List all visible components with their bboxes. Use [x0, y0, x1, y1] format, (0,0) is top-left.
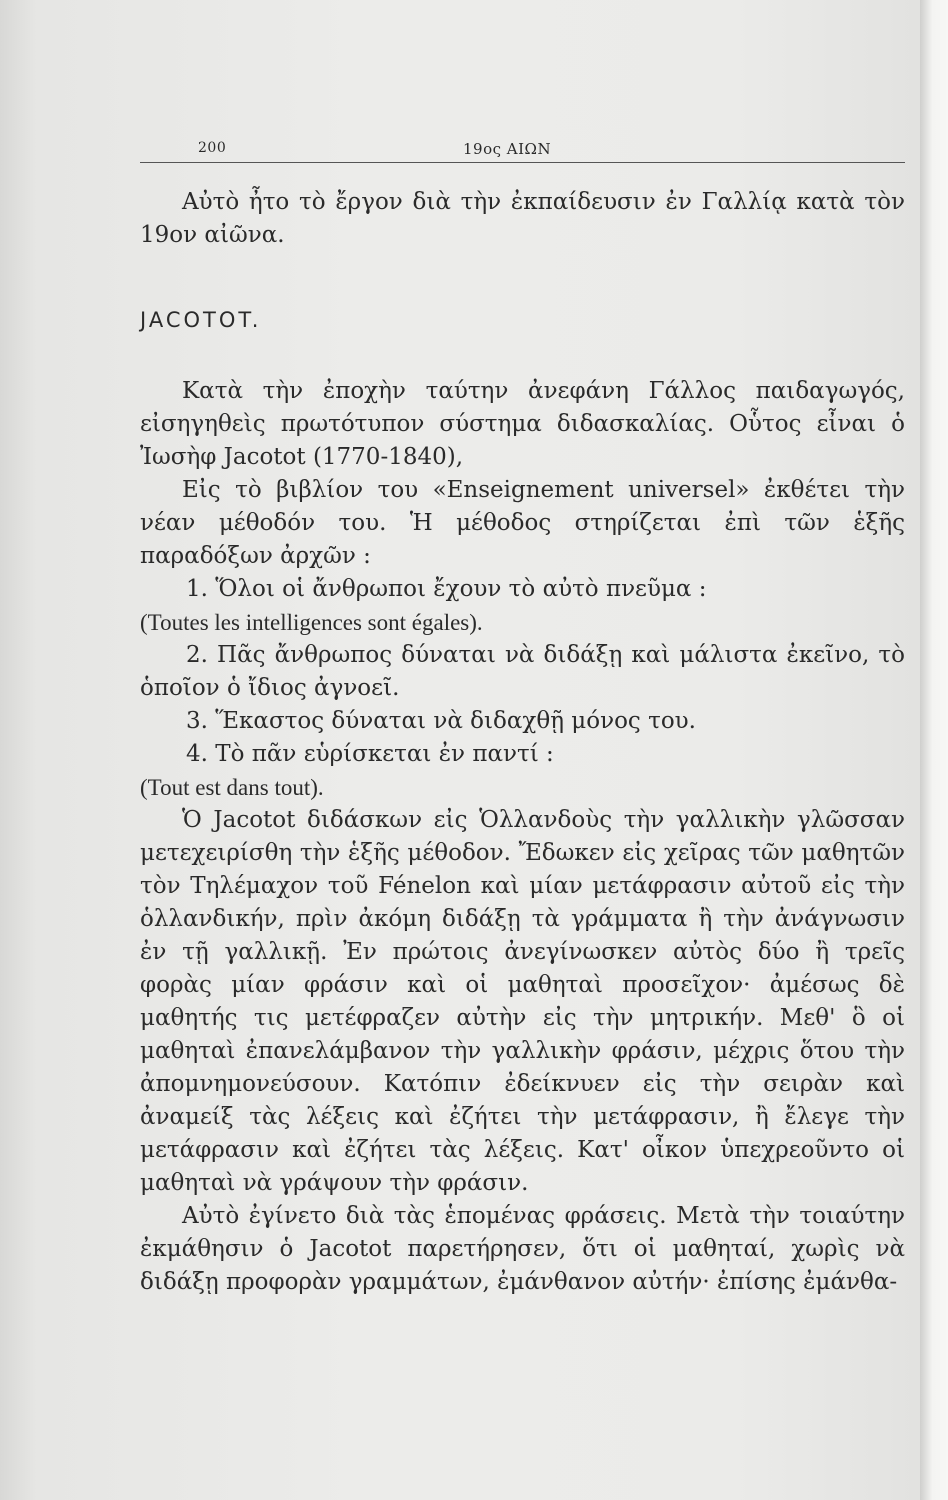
page-header — [140, 138, 905, 164]
paragraph-jacotot-intro: Κατὰ τὴν ἐποχὴν ταύτην ἀνεφάνη Γάλλος παιδαγωγός, εἰσηγηθεὶς πρωτότυπον σύστημα διδασκαλίας. Οὗτος εἶναι ὁ Ἰωσὴφ Jacotot (1770-1840), — [140, 378, 905, 470]
paragraph-method: Εἰς τὸ βιβλίον του «Enseignement universel» ἐκθέτει τὴν νέαν μέθοδόν του. Ἡ μέθοδος στηρίζεται ἐπὶ τῶν ἑξῆς παραδόξων ἀρχῶν : — [140, 477, 905, 569]
running-title: 19ος ΑΙΩΝ — [463, 140, 552, 158]
page-body — [140, 186, 905, 1299]
principle-1-french: (Toutes les intelligences sont égales). — [140, 610, 483, 635]
page-number: 200 — [198, 140, 227, 156]
principle-1: 1. Ὅλοι οἱ ἄνθρωποι ἔχουν τὸ αὐτὸ πνεῦμα : — [186, 576, 707, 602]
paragraph-results: Αὐτὸ ἐγίνετο διὰ τὰς ἑπομένας φράσεις. Μετὰ τὴν τοιαύτην ἐκμάθησιν ὁ Jacotot παρετήρησεν, ὅτι οἱ μαθηταί, χωρὶς νὰ διδάξῃ προφορὰν γραμμάτων, ἐμάνθανον αὐτήν· ἐπίσης ἐμάνθα- — [140, 1203, 905, 1295]
principle-4: 4. Τὸ πᾶν εὑρίσκεται ἐν παντί : — [186, 741, 554, 767]
paragraph-intro: Αὐτὸ ἦτο τὸ ἔργον διὰ τὴν ἐκπαίδευσιν ἐν Γαλλίᾳ κατὰ τὸν 19ον αἰῶνα. — [140, 189, 905, 248]
section-heading: JACOTOT. — [140, 308, 262, 332]
principle-4-french: (Tout est dans tout). — [140, 775, 324, 800]
principle-3: 3. Ἕκαστος δύναται νὰ διδαχθῇ μόνος του. — [186, 708, 696, 734]
header-rule — [140, 162, 905, 163]
principle-2: 2. Πᾶς ἄνθρωπος δύναται νὰ διδάξῃ καὶ μάλιστα ἐκεῖνο, τὸ ὁποῖον ὁ ἴδιος ἀγνοεῖ. — [140, 642, 905, 701]
paragraph-teaching: Ὁ Jacotot διδάσκων εἰς Ὁλλανδοὺς τὴν γαλλικὴν γλῶσσαν μετεχειρίσθη τὴν ἑξῆς μέθοδον. Ἔδωκεν εἰς χεῖρας τῶν μαθητῶν τὸν Τηλέμαχον τοῦ Fénelon καὶ μίαν μετάφρασιν αὐτοῦ εἰς τὴν ὁλλανδικήν, πρὶν ἀκόμη διδάξῃ τὰ γράμματα ἢ τὴν ἀνάγνωσιν ἐν τῇ γαλλικῇ. Ἐν πρώτοις ἀνεγίνωσκεν αὐτὸς δύο ἢ τρεῖς φορὰς μίαν φράσιν καὶ οἱ μαθηταὶ προσεῖχον· ἀμέσως δὲ μαθητής τις μετέφραζεν αὐτὴν εἰς τὴν μητρικήν. Μεθ' ὃ οἱ μαθηταὶ ἐπανελάμβανον τὴν γαλλικὴν φράσιν, μέχρις ὅτου τὴν ἀπομνημονεύσουν. Κατόπιν ἐδείκνυεν εἰς τὴν σειρὰν καὶ ἀναμείξ τὰς λέξεις καὶ ἐζήτει τὴν μετάφρασιν, ἢ ἔλεγε τὴν μετάφρασιν καὶ ἐζήτει τὰς λέξεις. Κατ' οἶκον ὑπεχρεοῦντο οἱ μαθηταὶ νὰ γράψουν τὴν φράσιν. — [140, 807, 905, 1196]
book-spine-edge — [920, 0, 948, 1500]
